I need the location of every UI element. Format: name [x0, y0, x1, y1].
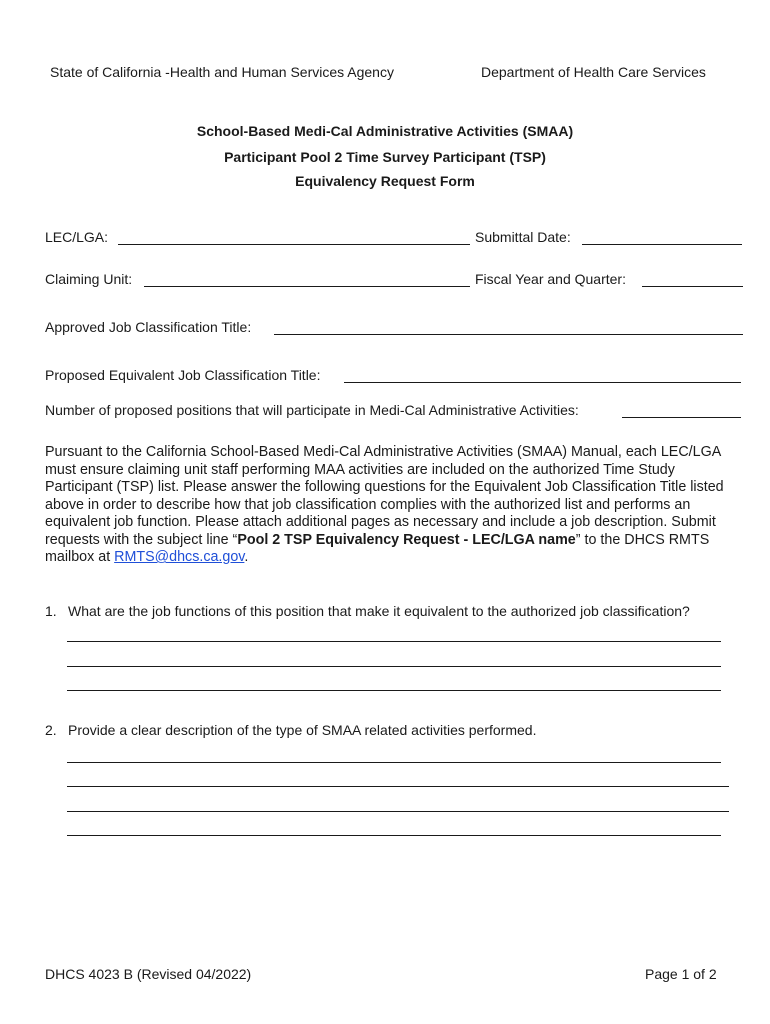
- num-positions-field[interactable]: [622, 417, 741, 418]
- question-2-answer-line[interactable]: [67, 835, 721, 836]
- proposed-title-field[interactable]: [344, 382, 741, 383]
- form-title-line-3: Equivalency Request Form: [295, 173, 475, 189]
- form-title-line-2: Participant Pool 2 Time Survey Participant (TSP): [224, 149, 546, 165]
- rmts-email-link[interactable]: RMTS@dhcs.ca.gov: [114, 549, 245, 565]
- form-title-line-1: School-Based Medi-Cal Administrative Activities (SMAA): [196, 123, 574, 139]
- question-1-answer-line[interactable]: [67, 690, 721, 691]
- approved-title-field[interactable]: [274, 334, 743, 335]
- question-2-answer-line[interactable]: [67, 786, 729, 787]
- submittal-date-label: Submittal Date:: [475, 229, 571, 245]
- agency-name: State of California -Health and Human Services Agency: [50, 64, 394, 80]
- fiscal-year-quarter-field[interactable]: [642, 286, 743, 287]
- instructions-text-2: ” to the DHCS RMTS mailbox at: [45, 531, 710, 565]
- question-2-answer-line[interactable]: [67, 762, 721, 763]
- proposed-title-label: Proposed Equivalent Job Classification Title:: [45, 367, 321, 383]
- instructions-text-1: Pursuant to the California School-Based Medi-Cal Administrative Activities (SMAA) Manual, each LEC/LGA must ensure claiming unit staff performing MAA activities are included on the authorized Time Study Participant (TSP) list. Please answer the following questions for the Equivalent Job Classification Title listed above in order to describe how that job classification complies with the authorized list and performs an equivalent job function. Please attach additional pages as necessary and include a job description. Submit requests with the subject line “: [45, 444, 724, 548]
- claiming-unit-field[interactable]: [144, 286, 470, 287]
- lec-lga-field[interactable]: [118, 244, 470, 245]
- question-1-number: 1.: [45, 603, 57, 619]
- fiscal-year-quarter-label: Fiscal Year and Quarter:: [475, 271, 626, 287]
- num-positions-label: Number of proposed positions that will participate in Medi-Cal Administrative Activities:: [45, 402, 579, 418]
- department-name: Department of Health Care Services: [481, 64, 706, 80]
- question-1-text: What are the job functions of this position that make it equivalent to the authorized job classification?: [68, 603, 690, 619]
- claiming-unit-label: Claiming Unit:: [45, 271, 133, 287]
- instructions-paragraph: [45, 444, 745, 567]
- question-1-answer-line[interactable]: [67, 666, 721, 667]
- question-2-text: Provide a clear description of the type of SMAA related activities performed.: [68, 722, 537, 738]
- form-id: DHCS 4023 B (Revised 04/2022): [45, 966, 252, 982]
- submittal-date-field[interactable]: [582, 244, 742, 245]
- question-1-answer-line[interactable]: [67, 641, 721, 642]
- question-2-answer-line[interactable]: [67, 811, 729, 812]
- instructions-text-3: .: [244, 549, 249, 565]
- approved-title-label: Approved Job Classification Title:: [45, 319, 252, 335]
- lec-lga-label: LEC/LGA:: [45, 229, 109, 245]
- page-number: Page 1 of 2: [645, 966, 717, 982]
- subject-line: Pool 2 TSP Equivalency Request - LEC/LGA name: [237, 531, 576, 548]
- question-2-number: 2.: [45, 722, 57, 738]
